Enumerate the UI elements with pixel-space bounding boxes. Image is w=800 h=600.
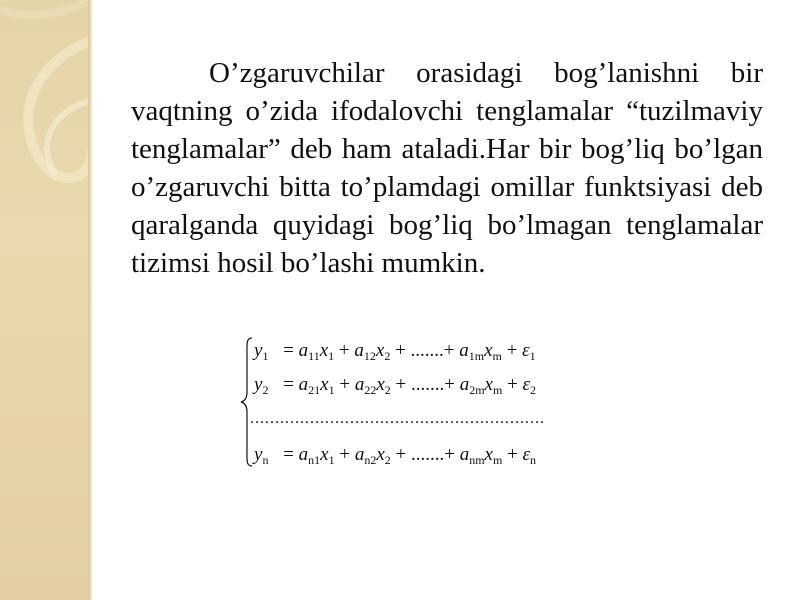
decorative-side-band (0, 0, 92, 600)
equation-ellipsis-row: ........................................................... (250, 410, 545, 427)
body-paragraph: O’zgaruvchilar orasidagi bog’lanishni bir vaqtning o’zida ifodalovchi tenglamalar “tuzilmaviy tenglamalar” deb ham ataladi.Har bir bog’liq bo’lgan o’zgaruvchi bitta to’plamdagi omillar funktsiyasi deb qaralganda quyidagi bog’liq bo’lmagan tenglamalar tizimsi hosil bo’lashi mumkin. (131, 57, 763, 279)
equation-row-2: $y_2 = a_{21}x_1 + a_{22}x_2$ + .......+ $a_{2m}x_m + \varepsilon_2$ (254, 374, 537, 397)
band-edge (88, 0, 92, 600)
left-brace (240, 336, 254, 468)
equation-row-1: $y_1 = a_{11}x_1 + a_{12}x_2$ + .......+ $a_{1m}x_m + \varepsilon_1$ (254, 340, 536, 363)
decorative-swirl (0, 0, 92, 600)
equation-row-n: $y_n = a_{n1}x_1 + a_{n2}x_2$ + .......+ $a_{nm}x_m + \varepsilon_n$ (254, 444, 537, 467)
equation-system (240, 336, 600, 468)
